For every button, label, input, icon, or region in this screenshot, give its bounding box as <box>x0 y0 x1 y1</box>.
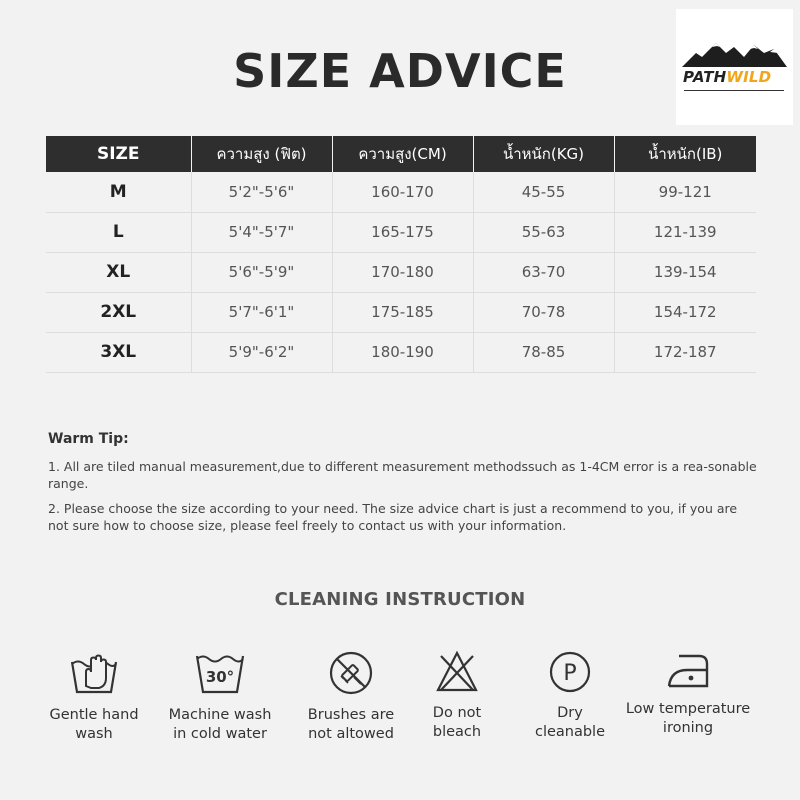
care-item-low-temp-iron <box>618 650 758 738</box>
weight-kg-cell: 45-55 <box>473 172 614 212</box>
height-cm-cell: 165-175 <box>332 212 473 252</box>
hand-wash-icon <box>69 650 119 696</box>
logo-underline <box>684 90 784 91</box>
warm-tip-title: Warm Tip: <box>48 431 129 447</box>
size-cell: XL <box>46 252 191 292</box>
care-label: Do not bleach <box>432 705 482 740</box>
size-cell: M <box>46 172 191 212</box>
header-height-cm: ความสูง(CM) <box>332 136 473 172</box>
care-label: Machine wash in cold water <box>168 707 272 742</box>
size-cell: 2XL <box>46 292 191 332</box>
header-height-ft: ความสูง (ฟิต) <box>191 136 332 172</box>
table-row <box>46 252 756 292</box>
height-cm-cell: 175-185 <box>332 292 473 332</box>
header-weight-kg: น้ำหนัก(KG) <box>473 136 614 172</box>
care-label: Brushes are not altowed <box>307 707 395 742</box>
cleaning-title: CLEANING INSTRUCTION <box>274 589 526 610</box>
height-ft-cell: 5'2"-5'6" <box>191 172 332 212</box>
table-row <box>46 172 756 212</box>
height-ft-cell: 5'7"-6'1" <box>191 292 332 332</box>
dry-clean-badge: P <box>563 661 577 686</box>
height-ft-cell: 5'6"-5'9" <box>191 252 332 292</box>
brand-wordmark: PATHWILD <box>683 68 772 86</box>
table-row <box>46 292 756 332</box>
page-title: SIZE ADVICE <box>233 44 567 98</box>
no-brush-icon <box>328 650 374 696</box>
care-label: Gentle hand wash <box>49 707 139 742</box>
weight-kg-cell: 70-78 <box>473 292 614 332</box>
weight-lb-cell: 121-139 <box>614 212 756 252</box>
no-bleach-icon <box>435 650 479 694</box>
care-item-hand-wash <box>24 650 164 744</box>
height-cm-cell: 170-180 <box>332 252 473 292</box>
height-ft-cell: 5'9"-6'2" <box>191 332 332 372</box>
dry-clean-p-icon <box>548 650 592 694</box>
mountain-icon <box>682 39 787 67</box>
warm-tip-1: 1. All are tiled manual measurement,due to different measurement methodssuch as 1-4CM error is a rea-sonable range. <box>48 459 757 491</box>
height-cm-cell: 180-190 <box>332 332 473 372</box>
weight-lb-cell: 139-154 <box>614 252 756 292</box>
table-row <box>46 332 756 372</box>
weight-kg-cell: 55-63 <box>473 212 614 252</box>
table-header-row <box>46 136 756 172</box>
brand-logo <box>676 9 793 125</box>
weight-kg-cell: 78-85 <box>473 332 614 372</box>
header-weight-lb: น้ำหนัก(IB) <box>614 136 756 172</box>
care-label: Low temperature ironing <box>625 701 751 736</box>
height-ft-cell: 5'4"-5'7" <box>191 212 332 252</box>
table-row <box>46 212 756 252</box>
size-chart-table <box>46 136 756 373</box>
machine-wash-30-icon <box>194 650 246 696</box>
size-cell: 3XL <box>46 332 191 372</box>
weight-lb-cell: 154-172 <box>614 292 756 332</box>
care-label: Dry cleanable <box>534 705 606 740</box>
header-size: SIZE <box>46 136 191 172</box>
height-cm-cell: 160-170 <box>332 172 473 212</box>
weight-kg-cell: 63-70 <box>473 252 614 292</box>
care-item-machine-wash <box>150 650 290 744</box>
weight-lb-cell: 99-121 <box>614 172 756 212</box>
wash-temp-badge: 30° <box>205 668 235 686</box>
size-cell: L <box>46 212 191 252</box>
low-temp-iron-icon <box>663 650 713 690</box>
warm-tip-2: 2. Please choose the size according to your need. The size advice chart is just a recommend to you, if you are not sure how to choose size, please feel freely to contact us with your information. <box>48 501 738 533</box>
weight-lb-cell: 172-187 <box>614 332 756 372</box>
